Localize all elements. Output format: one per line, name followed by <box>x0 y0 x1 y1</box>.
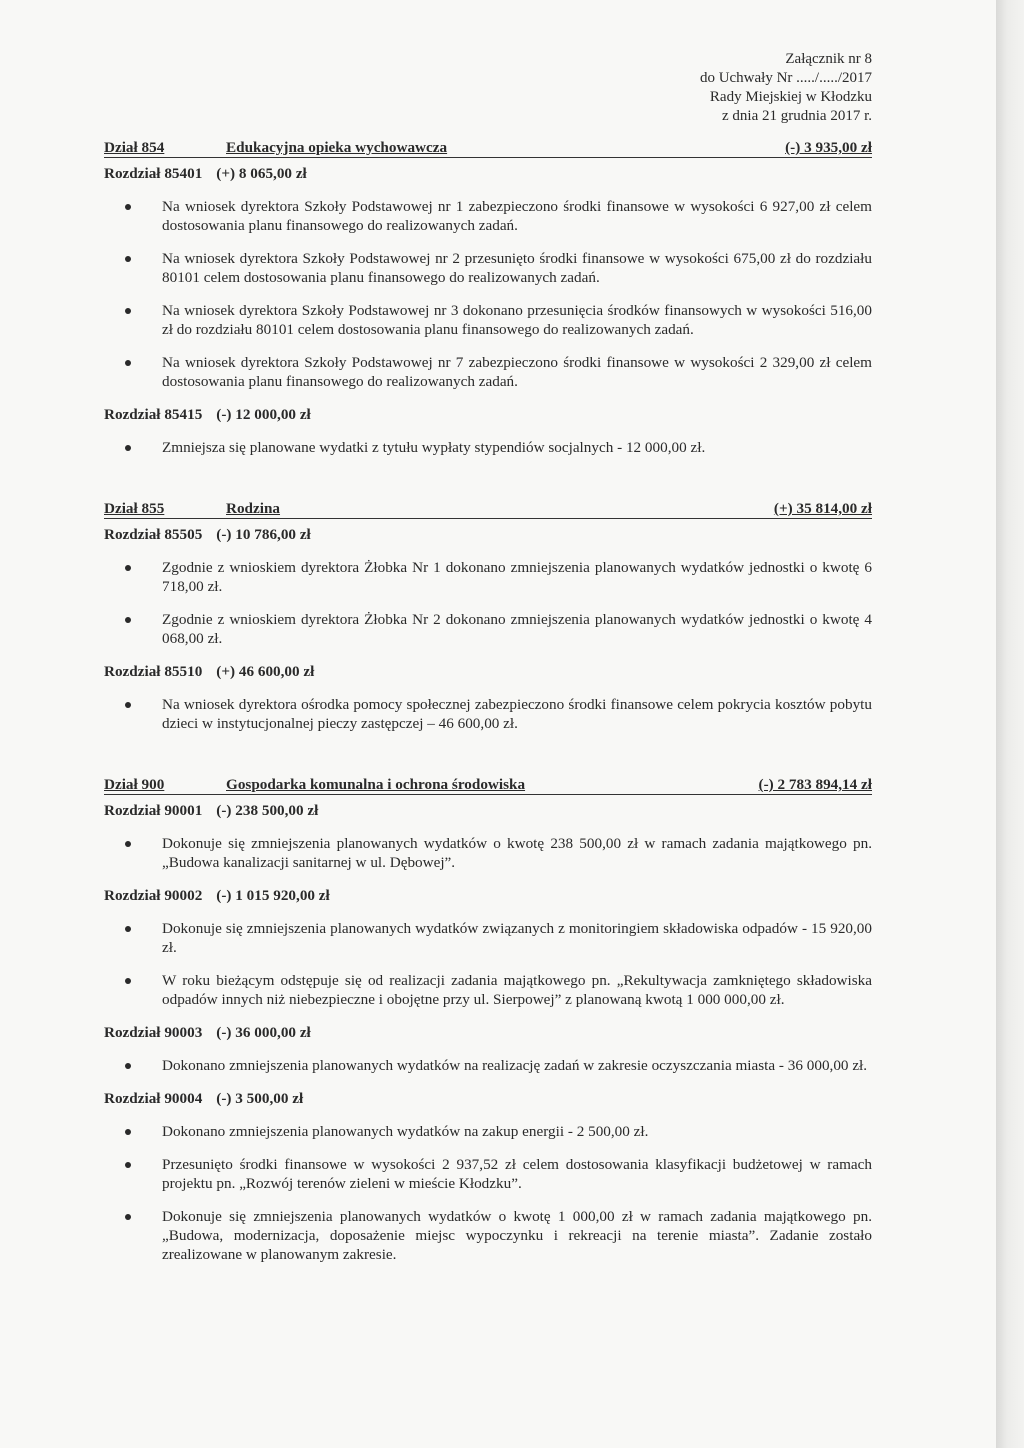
list-item-text: Dokonuje się zmniejszenia planowanych wydatków związanych z monitoringiem składowiska odpadów - 15 920,00 zł. <box>162 920 872 956</box>
dzial-amount: (+) 35 814,00 zł <box>773 500 872 517</box>
list-item <box>104 558 872 596</box>
bullet-icon <box>125 565 131 571</box>
list-item-text: Na wniosek dyrektora Szkoły Podstawowej nr 2 przesunięto środki finansowe w wysokości 675,00 zł do rozdziału 80101 celem dostosowania planu finansowego do realizowanych zadań. <box>162 250 872 286</box>
rozdzial-heading <box>104 164 850 183</box>
list-item <box>104 301 872 339</box>
list-item <box>104 249 872 287</box>
dzial-number: Dział 854 <box>104 139 165 156</box>
list-item <box>104 695 872 733</box>
list-item <box>104 919 872 957</box>
dzial-number: Dział 855 <box>104 500 165 517</box>
bullet-list <box>104 1122 872 1264</box>
list-item-text: Dokonuje się zmniejszenia planowanych wydatków o kwotę 238 500,00 zł w ramach zadania majątkowego pn. „Budowa kanalizacji sanitarnej w ul. Dębowej”. <box>162 835 872 871</box>
dzial-855-section <box>104 499 872 733</box>
list-item <box>104 834 872 872</box>
dzial-heading <box>104 775 872 795</box>
dzial-heading <box>104 499 872 519</box>
dzial-heading <box>104 138 872 158</box>
bullet-list <box>104 695 872 733</box>
list-item-text: Na wniosek dyrektora Szkoły Podstawowej nr 7 zabezpieczono środki finansowe w wysokości 2 329,00 zł celem dostosowania planu finansowego do realizowanych zadań. <box>162 354 872 390</box>
bullet-icon <box>125 204 131 210</box>
header-line: Załącznik nr 8 <box>785 51 872 67</box>
bullet-list <box>104 558 872 648</box>
list-item <box>104 971 872 1009</box>
list-item <box>104 353 872 391</box>
rozdzial-label: Rozdział 85505 <box>104 526 203 543</box>
rozdzial-heading <box>104 801 850 820</box>
list-item-text: Na wniosek dyrektora ośrodka pomocy społecznej zabezpieczono środki finansowe celem pokrycia kosztów pobytu dzieci w instytucjonalnej pieczy zastępczej – 46 600,00 zł. <box>162 696 872 732</box>
list-item <box>104 1122 872 1141</box>
bullet-list <box>104 919 872 1009</box>
list-item-text: Przesunięto środki finansowe w wysokości 2 937,52 zł celem dostosowania klasyfikacji budżetowej w ramach projektu pn. „Rozwój terenów zieleni w mieście Kłodzku”. <box>162 1156 872 1192</box>
bullet-icon <box>125 978 131 984</box>
bullet-icon <box>125 702 131 708</box>
bullet-list <box>104 1056 868 1075</box>
header-line: z dnia 21 grudnia 2017 r. <box>722 108 872 124</box>
list-item <box>104 610 872 648</box>
rozdzial-amount: (+) 46 600,00 zł <box>216 663 315 680</box>
list-item-text: Zgodnie z wnioskiem dyrektora Żłobka Nr 1 dokonano zmniejszenia planowanych wydatków jednostki o kwotę 6 718,00 zł. <box>162 559 872 595</box>
rozdzial-label: Rozdział 85510 <box>104 663 203 680</box>
rozdzial-label: Rozdział 85401 <box>104 165 203 182</box>
bullet-icon <box>125 1162 131 1168</box>
list-item-text: Zmniejsza się planowane wydatki z tytułu wypłaty stypendiów socjalnych - 12 000,00 zł. <box>162 439 706 456</box>
dzial-name: Rodzina <box>226 500 281 517</box>
rozdzial-amount: (-) 238 500,00 zł <box>216 802 319 819</box>
rozdzial-label: Rozdział 90002 <box>104 887 203 904</box>
header-line: do Uchwały Nr ...../...../2017 <box>699 70 872 86</box>
list-item-text: W roku bieżącym odstępuje się od realizacji zadania majątkowego pn. „Rekultywacja zamkniętego składowiska odpadów innych niż niebezpieczne i obojętne przy ul. Sierpowej” z planowaną kwotą 1 000 000,00 zł. <box>162 972 872 1008</box>
list-item <box>104 1155 872 1193</box>
rozdzial-heading <box>104 886 850 905</box>
bullet-icon <box>125 841 131 847</box>
bullet-icon <box>125 926 131 932</box>
bullet-icon <box>125 256 131 262</box>
header-line: Rady Miejskiej w Kłodzku <box>709 89 872 105</box>
rozdzial-label: Rozdział 90001 <box>104 802 203 819</box>
rozdzial-amount: (-) 36 000,00 zł <box>216 1024 311 1041</box>
rozdzial-heading <box>104 1089 850 1108</box>
list-item <box>104 1056 872 1075</box>
bullet-icon <box>125 445 131 451</box>
rozdzial-amount: (-) 10 786,00 zł <box>216 526 311 543</box>
list-item-text: Dokonano zmniejszenia planowanych wydatków na zakup energii - 2 500,00 zł. <box>162 1123 649 1140</box>
list-item <box>104 1207 872 1264</box>
dzial-854-section <box>104 138 872 457</box>
rozdzial-amount: (+) 8 065,00 zł <box>216 165 307 182</box>
bullet-icon <box>125 308 131 314</box>
list-item <box>104 438 872 457</box>
bullet-icon <box>125 617 131 623</box>
rozdzial-amount: (-) 12 000,00 zł <box>216 406 311 423</box>
rozdzial-label: Rozdział 90003 <box>104 1024 203 1041</box>
list-item-text: Na wniosek dyrektora Szkoły Podstawowej nr 1 zabezpieczono środki finansowe w wysokości 6 927,00 zł celem dostosowania planu finansowego do realizowanych zadań. <box>162 198 872 234</box>
bullet-list <box>104 438 850 457</box>
list-item-text: Dokonano zmniejszenia planowanych wydatków na realizację zadań w zakresie oczyszczania miasta - 36 000,00 zł. <box>162 1057 868 1074</box>
dzial-900-section <box>104 775 872 1264</box>
list-item <box>104 197 872 235</box>
rozdzial-label: Rozdział 90004 <box>104 1090 203 1107</box>
bullet-icon <box>125 1063 131 1069</box>
dzial-name: Edukacyjna opieka wychowawcza <box>226 139 448 156</box>
bullet-icon <box>125 1214 131 1220</box>
bullet-list <box>104 197 872 391</box>
dzial-number: Dział 900 <box>104 776 165 793</box>
list-item-text: Dokonuje się zmniejszenia planowanych wydatków o kwotę 1 000,00 zł w ramach zadania majątkowego pn. „Budowa, modernizacja, doposażenie miejsc wypoczynku i rekreacji na terenie miasta”. Zadanie zostało zrealizowane w planowanym zakresie. <box>162 1208 872 1263</box>
rozdzial-heading <box>104 662 850 681</box>
rozdzial-heading <box>104 1023 850 1042</box>
rozdzial-label: Rozdział 85415 <box>104 406 203 423</box>
scan-edge <box>996 0 1024 1448</box>
bullet-icon <box>125 360 131 366</box>
rozdzial-heading <box>104 525 850 544</box>
dzial-name: Gospodarka komunalna i ochrona środowiska <box>226 776 526 793</box>
rozdzial-heading <box>104 405 850 424</box>
rozdzial-amount: (-) 1 015 920,00 zł <box>216 887 330 904</box>
dzial-amount: (-) 2 783 894,14 zł <box>758 776 872 793</box>
list-item-text: Zgodnie z wnioskiem dyrektora Żłobka Nr 2 dokonano zmniejszenia planowanych wydatków jednostki o kwotę 4 068,00 zł. <box>162 611 872 647</box>
rozdzial-amount: (-) 3 500,00 zł <box>216 1090 304 1107</box>
dzial-amount: (-) 3 935,00 zł <box>785 139 872 156</box>
list-item-text: Na wniosek dyrektora Szkoły Podstawowej nr 3 dokonano przesunięcia środków finansowych w wysokości 516,00 zł do rozdziału 80101 celem dostosowania planu finansowego do realizowanych zadań. <box>162 302 872 338</box>
bullet-list <box>104 834 872 872</box>
bullet-icon <box>125 1129 131 1135</box>
attachment-header <box>104 50 872 126</box>
